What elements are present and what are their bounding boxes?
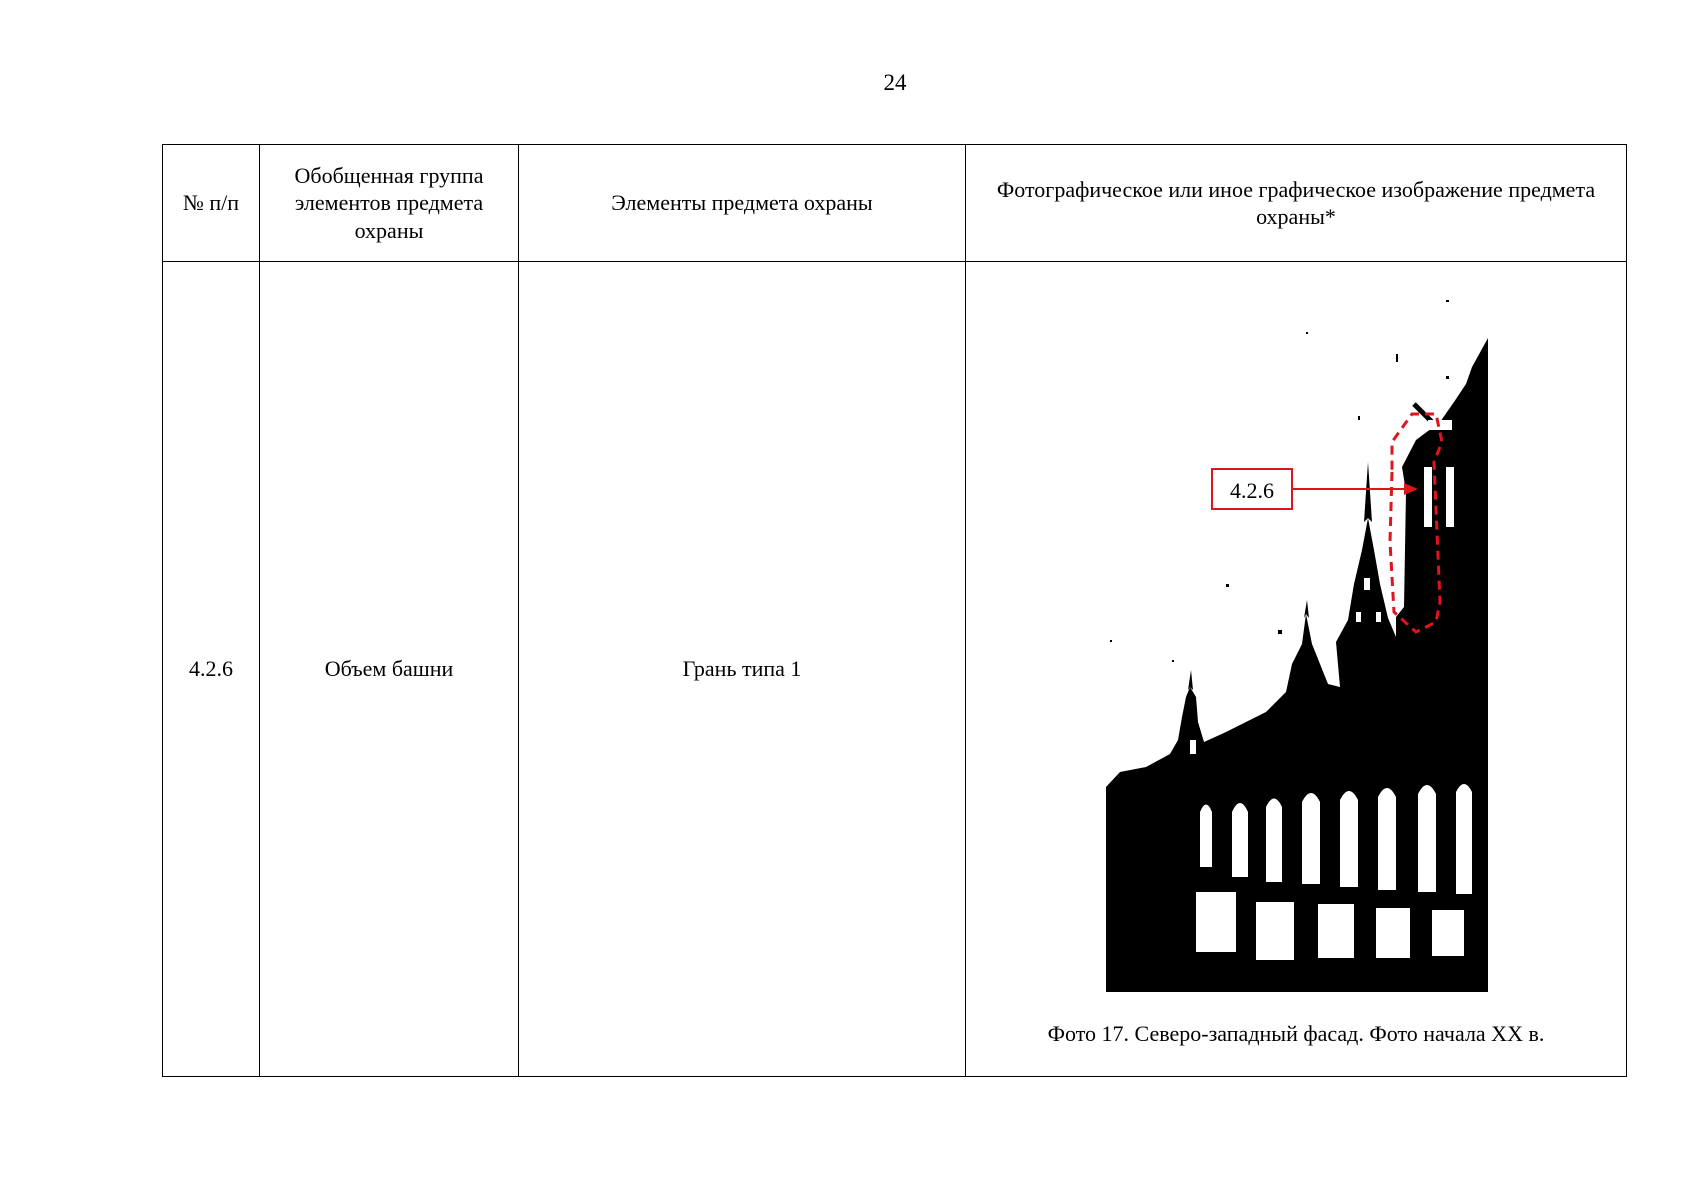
historic-facade-photo (1106, 292, 1488, 992)
annotation-arrow-icon (1292, 479, 1422, 499)
header-image: Фотографическое или иное графическое изображение предмета охраны* (966, 145, 1627, 262)
header-group: Обобщенная группа элементов предмета охраны (260, 145, 519, 262)
cell-number: 4.2.6 (163, 262, 260, 1077)
table-row (163, 262, 1627, 1077)
cell-group: Объем башни (260, 262, 519, 1077)
header-number: № п/п (163, 145, 260, 262)
page-number: 24 (883, 70, 907, 95)
cell-photo (966, 262, 1627, 1077)
header-elements: Элементы предмета охраны (519, 145, 966, 262)
table-header-row (163, 145, 1627, 262)
protection-table (162, 144, 1627, 1077)
photo-annotation-label: 4.2.6 (1211, 468, 1293, 510)
photo-caption: Фото 17. Северо-западный фасад. Фото начала XX в. (1047, 1021, 1545, 1046)
cell-elements: Грань типа 1 (519, 262, 966, 1077)
